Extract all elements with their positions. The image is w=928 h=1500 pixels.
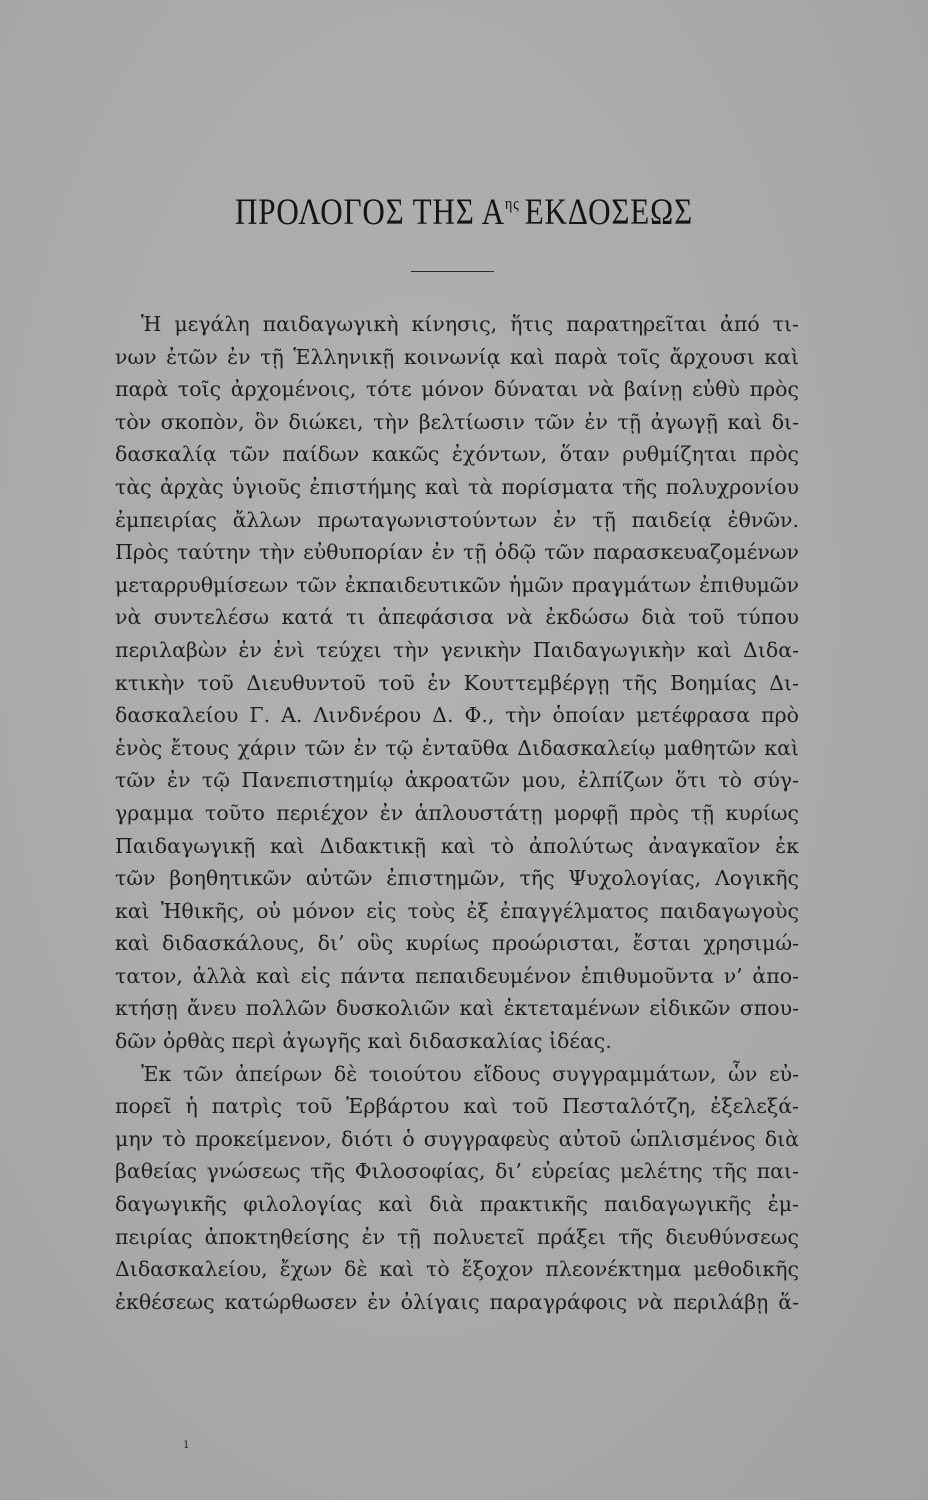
text-line: Διδασκαλείου, ἔχων δὲ καὶ τὸ ἔξοχον πλεονέκτημα μεθοδικῆς bbox=[115, 1257, 799, 1282]
text-line: τῶν βοηθητικῶν αὐτῶν ἐπιστημῶν, τῆς Ψυχολογίας, Λογικῆς bbox=[115, 866, 799, 891]
text-line: περιλαβὼν ἐν ἑνὶ τεύχει τὴν γενικὴν Παιδαγωγικὴν καὶ Διδα- bbox=[115, 637, 799, 662]
page-title bbox=[74, 191, 854, 234]
text-line: παρὰ τοῖς ἀρχομένοις, τότε μόνον δύναται νὰ βαίνῃ εὐθὺ πρὸς bbox=[115, 377, 799, 402]
text-line: μην τὸ προκείμενον, διότι ὁ συγγραφεὺς αὐτοῦ ὡπλισμένος διὰ bbox=[115, 1126, 799, 1151]
text-line: ἐκθέσεως κατώρθωσεν ἐν ὀλίγαις παραγράφοις νὰ περιλάβῃ ἅ- bbox=[115, 1289, 799, 1314]
text-line: πορεῖ ἡ πατρὶς τοῦ Ἑρβάρτου καὶ τοῦ Πεσταλότζη, ἐξελεξά- bbox=[115, 1094, 799, 1119]
text-line: νὰ συντελέσω κατά τι ἀπεφάσισα νὰ ἐκδώσω διὰ τοῦ τύπου bbox=[115, 605, 799, 630]
title-divider bbox=[411, 271, 494, 272]
text-line: Ἐκ τῶν ἀπείρων δὲ τοιούτου εἴδους συγγραμμάτων, ὧν εὐ- bbox=[141, 1061, 799, 1086]
text-line: τὸν σκοπὸν, ὃν διώκει, τὴν βελτίωσιν τῶν ἐν τῇ ἀγωγῇ καὶ δι- bbox=[115, 409, 799, 434]
text-line: τατον, ἀλλὰ καὶ εἰς πάντα πεπαιδευμένον ἐπιθυμοῦντα ν’ ἀπο- bbox=[115, 963, 799, 988]
text-line: καὶ διδασκάλους, δι’ οὓς κυρίως προώρισται, ἔσται χρησιμώ- bbox=[115, 931, 799, 956]
title-prefix: ΠΡΟΛΟΓΟΣ ΤΗΣ Α bbox=[234, 192, 505, 233]
title-suffix: ΕΚΔΟΣΕΩΣ bbox=[524, 192, 694, 233]
text-line: τὰς ἀρχὰς ὑγιοῦς ἐπιστήμης καὶ τὰ πορίσματα τῆς πολυχρονίου bbox=[115, 474, 799, 499]
text-line: δασκαλείου Γ. Α. Λινδνέρου Δ. Φ., τὴν ὁποίαν μετέφρασα πρὸ bbox=[115, 703, 799, 728]
text-line: δασκαλίᾳ τῶν παίδων κακῶς ἐχόντων, ὅταν ρυθμίζηται πρὸς bbox=[115, 442, 799, 467]
text-line: Ἡ μεγάλη παιδαγωγικὴ κίνησις, ἥτις παρατηρεῖται ἀπό τι- bbox=[141, 312, 799, 336]
text-line: γραμμα τοῦτο περιέχον ἐν ἁπλουστάτῃ μορφῇ πρὸς τῇ κυρίως bbox=[115, 800, 799, 825]
text-line: κτικὴν τοῦ Διευθυντοῦ τοῦ ἐν Κουττεμβέργῃ τῆς Βοημίας Δι- bbox=[115, 670, 799, 695]
text-line: κτήσῃ ἄνευ πολλῶν δυσκολιῶν καὶ ἐκτεταμένων εἰδικῶν σπου- bbox=[115, 996, 799, 1021]
text-line: καὶ Ἠθικῆς, οὐ μόνον εἰς τοὺς ἐξ ἐπαγγέλματος παιδαγωγοὺς bbox=[115, 898, 799, 923]
text-line: νων ἐτῶν ἐν τῇ Ἑλληνικῇ κοινωνίᾳ καὶ παρὰ τοῖς ἄρχουσι καὶ bbox=[115, 344, 799, 369]
text-line: Παιδαγωγικῇ καὶ Διδακτικῇ καὶ τὸ ἀπολύτως ἀναγκαῖον ἐκ bbox=[115, 833, 799, 858]
text-line: ἐμπειρίας ἄλλων πρωταγωνιστούντων ἐν τῇ παιδείᾳ ἐθνῶν. bbox=[115, 507, 799, 532]
title-superscript: ης bbox=[504, 194, 520, 213]
text-line: τῶν ἐν τῷ Πανεπιστημίῳ ἀκροατῶν μου, ἐλπίζων ὅτι τὸ σύγ- bbox=[115, 768, 799, 793]
body-text bbox=[115, 308, 799, 1318]
text-line: ἑνὸς ἔτους χάριν τῶν ἐν τῷ ἐνταῦθα Διδασκαλείῳ μαθητῶν καὶ bbox=[115, 735, 799, 760]
text-line: δῶν ὀρθὰς περὶ ἀγωγῆς καὶ διδασκαλίας ἰδέας. bbox=[115, 1029, 612, 1054]
text-line: Πρὸς ταύτην τὴν εὐθυπορίαν ἐν τῇ ὁδῷ τῶν παρασκευαζομένων bbox=[115, 540, 799, 565]
text-line: πειρίας ἀποκτηθείσης ἐν τῇ πολυετεῖ πράξει τῆς διευθύνσεως bbox=[115, 1224, 799, 1249]
page-mark: ı bbox=[184, 1436, 189, 1452]
text-line: δαγωγικῆς φιλολογίας καὶ διὰ πρακτικῆς παιδαγωγικῆς ἐμ- bbox=[115, 1192, 799, 1217]
text-line: βαθείας γνώσεως τῆς Φιλοσοφίας, δι’ εὐρείας μελέτης τῆς παι- bbox=[115, 1159, 799, 1184]
text-line: μεταρρυθμίσεων τῶν ἐκπαιδευτικῶν ἡμῶν πραγμάτων ἐπιθυμῶν bbox=[115, 572, 799, 597]
